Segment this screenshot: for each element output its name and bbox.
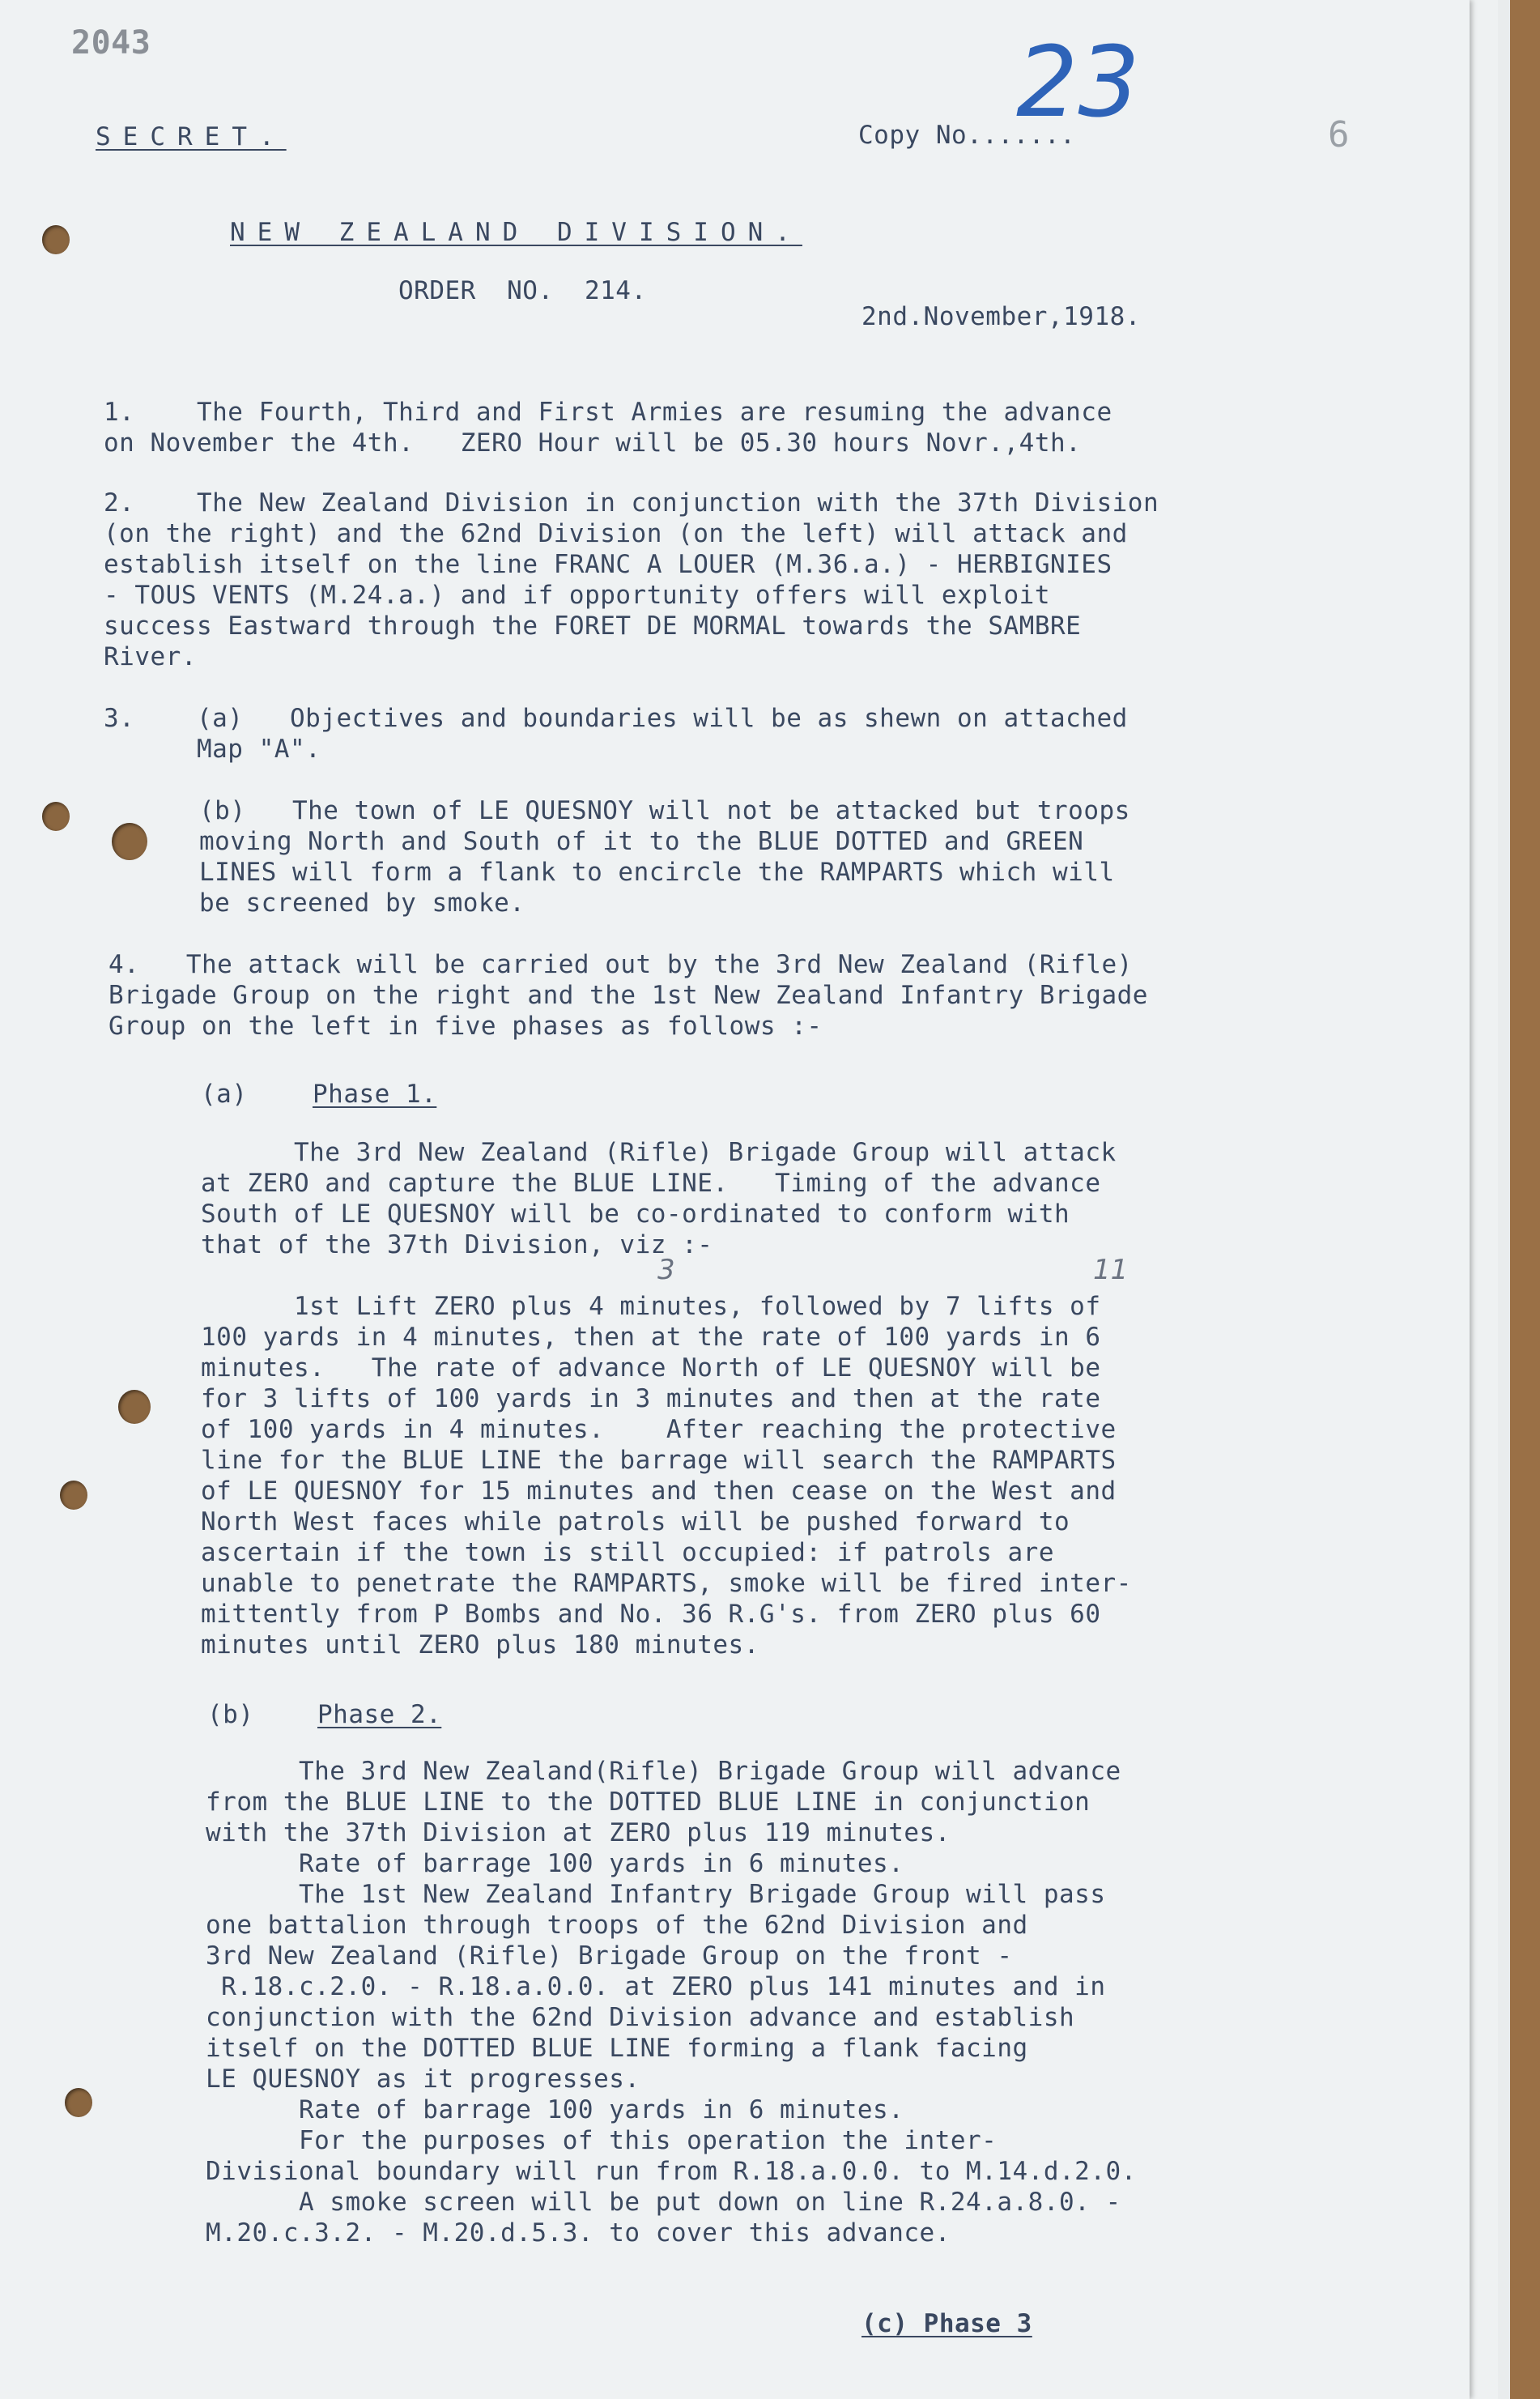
text-line: 2. The New Zealand Division in conjunction with the 37th Division — [104, 488, 1159, 518]
text-line: that of the 37th Division, viz :- — [201, 1230, 713, 1259]
text-line: minutes until ZERO plus 180 minutes. — [201, 1630, 759, 1660]
continuation-footer: (c) Phase 3 — [861, 2309, 1032, 2338]
page-mark: 6 — [1328, 114, 1350, 156]
text-line: on November the 4th. ZERO Hour will be 05.30 hours Novr.,4th. — [104, 428, 1082, 458]
text-line: The 3rd New Zealand(Rifle) Brigade Group will advance — [206, 1757, 1121, 1786]
punch-hole — [118, 1390, 151, 1424]
text-line: North West faces while patrols will be pushed forward to — [201, 1507, 1070, 1536]
phase-2-title: Phase 2. — [317, 1700, 442, 1729]
punch-hole — [60, 1481, 87, 1510]
order-date: 2nd.November,1918. — [861, 302, 1141, 331]
phase-1-title: Phase 1. — [313, 1080, 437, 1109]
text-line: itself on the DOTTED BLUE LINE forming a flank facing — [206, 2034, 1028, 2063]
text-line: establish itself on the line FRANC A LOUER (M.36.a.) - HERBIGNIES — [104, 550, 1112, 579]
text-line: be screened by smoke. — [199, 888, 525, 918]
copy-label: Copy No....... — [858, 121, 1076, 150]
text-line: LE QUESNOY as it progresses. — [206, 2065, 640, 2094]
text-line: unable to penetrate the RAMPARTS, smoke will be fired inter- — [201, 1569, 1132, 1598]
text-line: line for the BLUE LINE the barrage will search the RAMPARTS — [201, 1446, 1117, 1475]
text-line: Brigade Group on the right and the 1st New Zealand Infantry Brigade — [108, 981, 1148, 1010]
reference-number: 2043 — [71, 24, 151, 62]
text-line: conjunction with the 62nd Division advance and establish — [206, 2003, 1075, 2032]
text-line: moving North and South of it to the BLUE DOTTED and GREEN — [199, 827, 1084, 856]
division-title: NEW ZEALAND DIVISION. — [230, 218, 802, 247]
phase-2-label: (b) — [207, 1700, 254, 1729]
text-line: - TOUS VENTS (M.24.a.) and if opportunity offers will exploit — [104, 581, 1050, 610]
annotation-over-4: 3 — [657, 1254, 675, 1286]
phase-1-label: (a) — [201, 1080, 248, 1109]
copy-number: 23 — [1016, 27, 1140, 139]
punch-hole — [65, 2088, 92, 2117]
text-line: with the 37th Division at ZERO plus 119 minutes. — [206, 1818, 951, 1847]
text-line: River. — [104, 642, 197, 671]
text-line: Divisional boundary will run from R.18.a.0.0. to M.14.d.2.0. — [206, 2157, 1137, 2186]
text-line: success Eastward through the FORET DE MORMAL towards the SAMBRE — [104, 611, 1082, 641]
text-line: A smoke screen will be put down on line R.24.a.8.0. - — [206, 2188, 1121, 2217]
text-line: LINES will form a flank to encircle the RAMPARTS which will — [199, 858, 1115, 887]
punch-hole — [42, 225, 70, 254]
text-line: for 3 lifts of 100 yards in 3 minutes and then at the rate — [201, 1384, 1101, 1413]
punch-hole — [112, 823, 147, 860]
text-line: minutes. The rate of advance North of LE QUESNOY will be — [201, 1353, 1101, 1383]
text-line: 3rd New Zealand (Rifle) Brigade Group on the front - — [206, 1941, 1013, 1971]
text-line: Group on the left in five phases as follows :- — [108, 1012, 823, 1041]
text-line: 1. The Fourth, Third and First Armies are resuming the advance — [104, 398, 1112, 427]
text-line: South of LE QUESNOY will be co-ordinated to conform with — [201, 1200, 1070, 1229]
text-line: one battalion through troops of the 62nd Division and — [206, 1911, 1028, 1940]
annotation-over-7: 11 — [1093, 1254, 1129, 1286]
text-line: mittently from P Bombs and No. 36 R.G's. from ZERO plus 60 — [201, 1600, 1101, 1629]
text-line: of LE QUESNOY for 15 minutes and then cease on the West and — [201, 1476, 1117, 1506]
text-line: Rate of barrage 100 yards in 6 minutes. — [206, 1849, 904, 1878]
text-line: 4. The attack will be carried out by the 3rd New Zealand (Rifle) — [108, 950, 1133, 979]
text-line: Map "A". — [104, 735, 321, 764]
secret-marking: SECRET. — [96, 122, 287, 151]
text-line: For the purposes of this operation the inter- — [206, 2126, 998, 2155]
text-line: The 1st New Zealand Infantry Brigade Group will pass — [206, 1880, 1106, 1909]
text-line: from the BLUE LINE to the DOTTED BLUE LINE in conjunction — [206, 1788, 1091, 1817]
text-line: of 100 yards in 4 minutes. After reaching the protective — [201, 1415, 1117, 1444]
punch-hole — [42, 802, 70, 831]
text-line: The 3rd New Zealand (Rifle) Brigade Group will attack — [201, 1138, 1117, 1167]
text-line: (b) The town of LE QUESNOY will not be attacked but troops — [199, 796, 1130, 825]
text-line: 1st Lift ZERO plus 4 minutes, followed by 7 lifts of — [201, 1292, 1101, 1321]
text-line: ascertain if the town is still occupied: if patrols are — [201, 1538, 1054, 1567]
text-line: M.20.c.3.2. - M.20.d.5.3. to cover this advance. — [206, 2218, 951, 2248]
text-line: Rate of barrage 100 yards in 6 minutes. — [206, 2095, 904, 2124]
text-line: 3. (a) Objectives and boundaries will be as shewn on attached — [104, 704, 1128, 733]
text-line: at ZERO and capture the BLUE LINE. Timing of the advance — [201, 1169, 1101, 1198]
text-line: R.18.c.2.0. - R.18.a.0.0. at ZERO plus 141 minutes and in — [206, 1972, 1106, 2001]
text-line: 100 yards in 4 minutes, then at the rate of 100 yards in 6 — [201, 1323, 1101, 1352]
order-number: ORDER NO. 214. — [398, 276, 647, 305]
text-line: (on the right) and the 62nd Division (on the left) will attack and — [104, 519, 1128, 548]
